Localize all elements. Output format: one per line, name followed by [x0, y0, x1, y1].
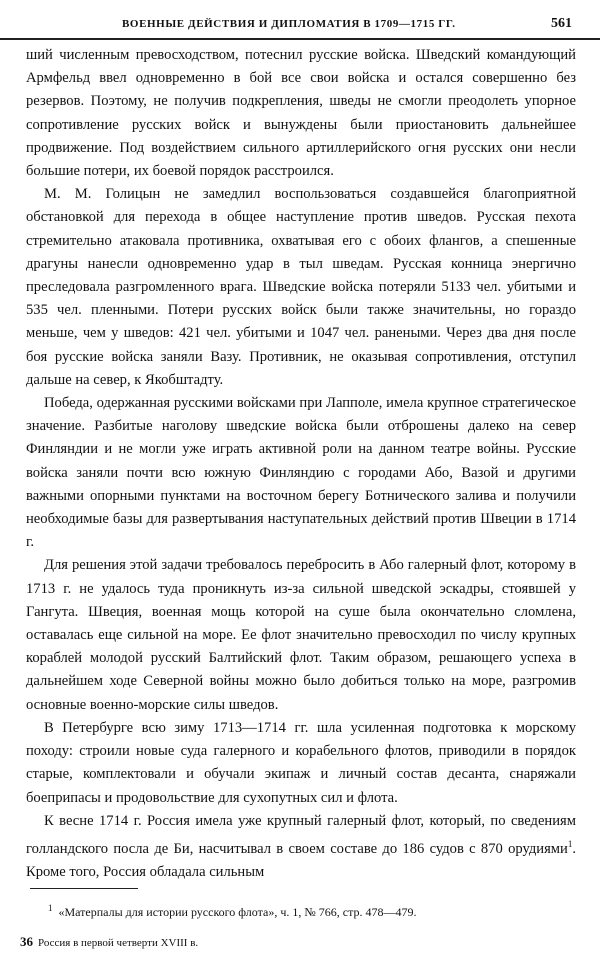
signature-text: Россия в первой четверти XVIII в.: [38, 937, 199, 949]
paragraph-6: [26, 810, 576, 884]
paragraph-3: Победа, одержанная русскими войсками при Лапполе, имела крупное стратегическое значение. Разбитые наголову шведские войска были отброшены далеко на север Финляндии и не могли уже играть активной роли на данном театре войны. Русские войска заняли почти всю южную Финляндию с городами Або, Вазой и другими важными опорными пунктами на восточном берегу Ботнического залива и получили необходимые базы для развертывания наступательных действий против Швеции в 1714 г.: [26, 395, 576, 551]
paragraph-4: Для решения этой задачи требовалось перебросить в Або галерный флот, которому в 1713 г. не удалось туда проникнуть из-за сильной шведской эскадры, стоявшей у Гангута. Швеция, военная мощь которой на суше была окончательно сломлена, оставалась еще сильной на море. Ее флот значительно превосходил по числу крупных кораблей молодой русский Балтийский флот. Таким образом, решающего успеха в дальнейшем ходе Северной войны можно было добиться только на море, разгромив основные военно-морские силы шведов.: [26, 557, 576, 713]
footnote-text: «Матерпалы для истории русского флота», ч. 1, № 766, стр. 478—479.: [58, 905, 417, 919]
page-header: [0, 14, 600, 40]
paragraph-6-text: К весне 1714 г. Россия имела уже крупный галерный флот, который, по сведениям голландского посла де Би, насчитывал в своем составе до 186 судов с 870 орудиями: [26, 812, 576, 857]
paragraph-5: В Петербурге всю зиму 1713—1714 гг. шла усиленная подготовка к морскому походу: строили новые суда галерного и корабельного флотов, приводили в порядок старые, комплектовали и обучали экипаж и личный состав десанта, снаряжали боеприпасы и продовольствие для сухопутных сил и флота.: [26, 719, 576, 806]
printer-signature: [20, 934, 198, 950]
footnote-marker: 1: [567, 838, 573, 849]
footnote: [48, 903, 578, 920]
running-head: ВОЕННЫЕ ДЕЙСТВИЯ И ДИПЛОМАТИЯ В 1709—1715 ГГ.: [122, 18, 456, 30]
paragraph-2: М. М. Голицын не замедлил воспользоваться создавшейся благоприятной обстановкой для перехода в общее наступление против шведов. Русская пехота стремительно атаковала противника, охватывая его с обоих флангов, а спешенные драгуны нанесли одновременно удар в тыл шведам. Русская конница энергично преследовала разгромленного врага. Шведские войска потеряли 5133 чел. убитыми и 535 чел. пленными. Потери русских войск были также значительны, но гораздо меньше, чем у шведов: 421 чел. убитыми и 1047 чел. ранеными. Через два дня после боя русские войска заняли Вазу. Противник, не оказывая сопротивления, отступил дальше на север, к Якобштадту.: [26, 186, 576, 388]
paragraph-6-tail: . Кроме того, Россия обладала сильным: [26, 840, 576, 880]
signature-number: 36: [20, 934, 33, 949]
body-text: [26, 44, 576, 884]
footnote-mark: 1: [48, 903, 53, 913]
footnote-divider: [30, 888, 138, 889]
paragraph-1: ший численным превосходством, потеснил русские войска. Шведский командующий Армфельд ввел одновременно в бой все свои войска и остался совершенно без резервов. Поэтому, не получив подкрепления, шведы не смогли преодолеть упорное сопротивление русских войск и вынуждены были приостановить дальнейшее продвижение. Под воздействием сильного артиллерийского огня русских они несли большие потери, их боевой порядок расстроился.: [26, 47, 576, 180]
page-number: 561: [551, 16, 572, 31]
